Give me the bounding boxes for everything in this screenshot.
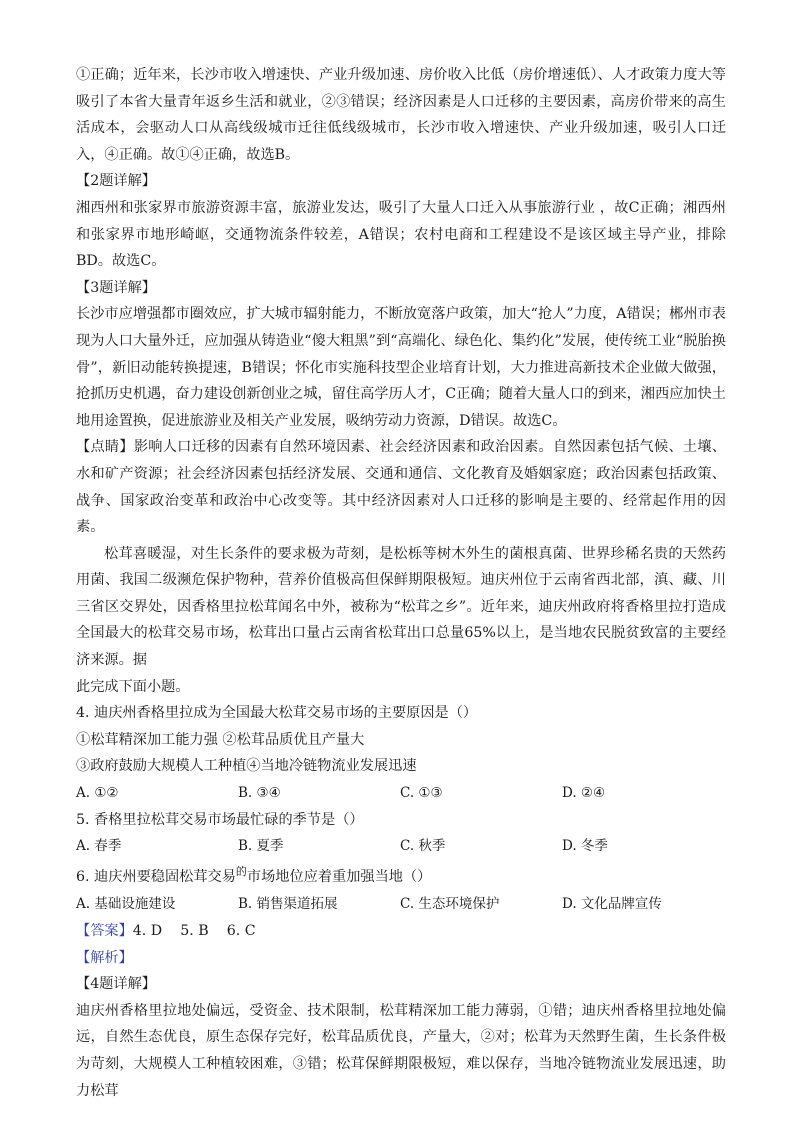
q4-option-b: B. ③④: [238, 785, 281, 802]
q5-option-c: C. 秋季: [400, 838, 446, 855]
tip-heading: 【点睛】: [76, 439, 134, 456]
q5-option-b: B. 夏季: [238, 838, 284, 855]
document-page: [76, 62, 726, 1104]
q5-options: [76, 833, 726, 860]
q3-explanation: 长沙市应增强都市圈效应，扩大城市辐射能力，不断放宽落户政策，加大“抢人”力度，A错误；郴州市表现为人口大量外迁，应加强从铸造业“傻大粗黑”到“高端化、绿色化、集约化”发展，使传统工业“脱胎换骨”，新旧动能转换提速，B错误；怀化市实施科技型企业培育计划，大力推进高新技术企业做大做强，抢抓历史机遇，奋力建设创新创业之城，留住高学历人才，C正确；随着大量人口的到来，湘西应加快土地用途置换，促进旅游业及相关产业发展，吸纳劳动力资源，D错误。故选C。: [76, 306, 726, 429]
q5-option-d: D. 冬季: [562, 838, 608, 855]
answer-label: 【答案】: [76, 923, 133, 939]
q4-statements-1: ①松茸精深加工能力强 ②松茸品质优且产量大: [76, 731, 365, 748]
q6-options: [76, 891, 726, 918]
q4-explanation: 迪庆州香格里拉地处偏远，受资金、技术限制，松茸精深加工能力薄弱，①错；迪庆州香格里拉地处偏远，自然生态优良，原生态保存完好，松茸品质优良，产量大，②对；松茸为天然野生菌，生长条件极为苛刻，大规模人工种植较困难，③错；松茸保鲜期限极短，难以保存，当地冷链物流业发展迅速，助力松茸: [76, 1002, 726, 1099]
q6-stem-sup: 的: [235, 864, 247, 878]
answer-text: 4. D 5. B 6. C: [132, 923, 256, 939]
answer-line: [76, 918, 726, 945]
q4-option-a: A. ①②: [76, 785, 119, 802]
passage-end: 此完成下面小题。: [76, 678, 190, 695]
analysis-label: 【解析】: [76, 949, 133, 966]
q6-stem: [76, 864, 726, 892]
q5-option-a: A. 春季: [76, 838, 122, 855]
q4-option-d: D. ②④: [562, 785, 606, 802]
q4-statements-2: ③政府鼓励大规模人工种植④当地冷链物流业发展迅速: [76, 758, 417, 775]
tip-paragraph: [76, 434, 726, 540]
q3-heading: 【3题详解】: [76, 279, 156, 296]
q6-stem-a: 6. 迪庆州要稳固松茸交易: [76, 868, 236, 885]
reading-passage: 松茸喜暖湿，对生长条件的要求极为苛刻，是松栎等树木外生的菌根真菌、世界珍稀名贵的天然药用菌、我国二级濒危保护物种，营养价值极高但保鲜期限极短。迪庆州位于云南省西北部，滇、藏、川三省区交界处，因香格里拉松茸闻名中外，被称为“松茸之乡”。近年来，迪庆州政府将香格里拉打造成全国最大的松茸交易市场，松茸出口量占云南省松茸出口总量65%以上，是当地农民脱贫致富的主要经济来源。据: [76, 545, 726, 669]
tip-text: 影响人口迁移的因素有自然环境因素、社会经济因素和政治因素。自然因素包括气候、土壤、水和矿产资源；社会经济因素包括经济发展、交通和通信、文化教育及婚姻家庭；政治因素包括政策、战争、国家政治变革和政治中心改变等。其中经济因素对人口迁移的影响是主要的、经常起作用的因素。: [76, 439, 726, 536]
q6-option-d: D. 文化品牌宣传: [562, 896, 662, 913]
q4-options: [76, 780, 726, 807]
q4-option-c: C. ①③: [400, 785, 443, 802]
q6-option-b: B. 销售渠道拓展: [238, 896, 338, 913]
q6-option-a: A. 基础设施建设: [76, 896, 176, 913]
q5-stem: 5. 香格里拉松茸交易市场最忙碌的季节是（）: [76, 811, 364, 828]
q6-stem-b: 市场地位应着重加强当地（）: [246, 868, 432, 885]
q6-option-c: C. 生态环境保护: [400, 896, 500, 913]
q2-heading: 【2题详解】: [76, 173, 156, 190]
q2-explanation: 湘西州和张家界市旅游资源丰富，旅游业发达，吸引了大量人口迁入从事旅游行业 ，故C正确；湘西州和张家界市地形崎岖，交通物流条件较差，A错误；农村电商和工程建设不是该区域主导产业，排除 BD。故选C。: [76, 199, 726, 270]
q4-stem: 4. 迪庆州香格里拉成为全国最大松茸交易市场的主要原因是（）: [76, 705, 478, 722]
q4-heading: 【4题详解】: [76, 976, 156, 993]
q1-explanation: ①正确；近年来，长沙市收入增速快、产业升级加速、房价收入比低（房价增速低）、人才政策力度大等吸引了本省大量青年返乡生活和就业，②③错误；经济因素是人口迁移的主要因素，高房价带来的高生活成本，会驱动人口从高线级城市迁往低线级城市，长沙市收入增速快、产业升级加速，吸引人口迁入，④正确。故①④正确，故选B。: [76, 67, 726, 163]
